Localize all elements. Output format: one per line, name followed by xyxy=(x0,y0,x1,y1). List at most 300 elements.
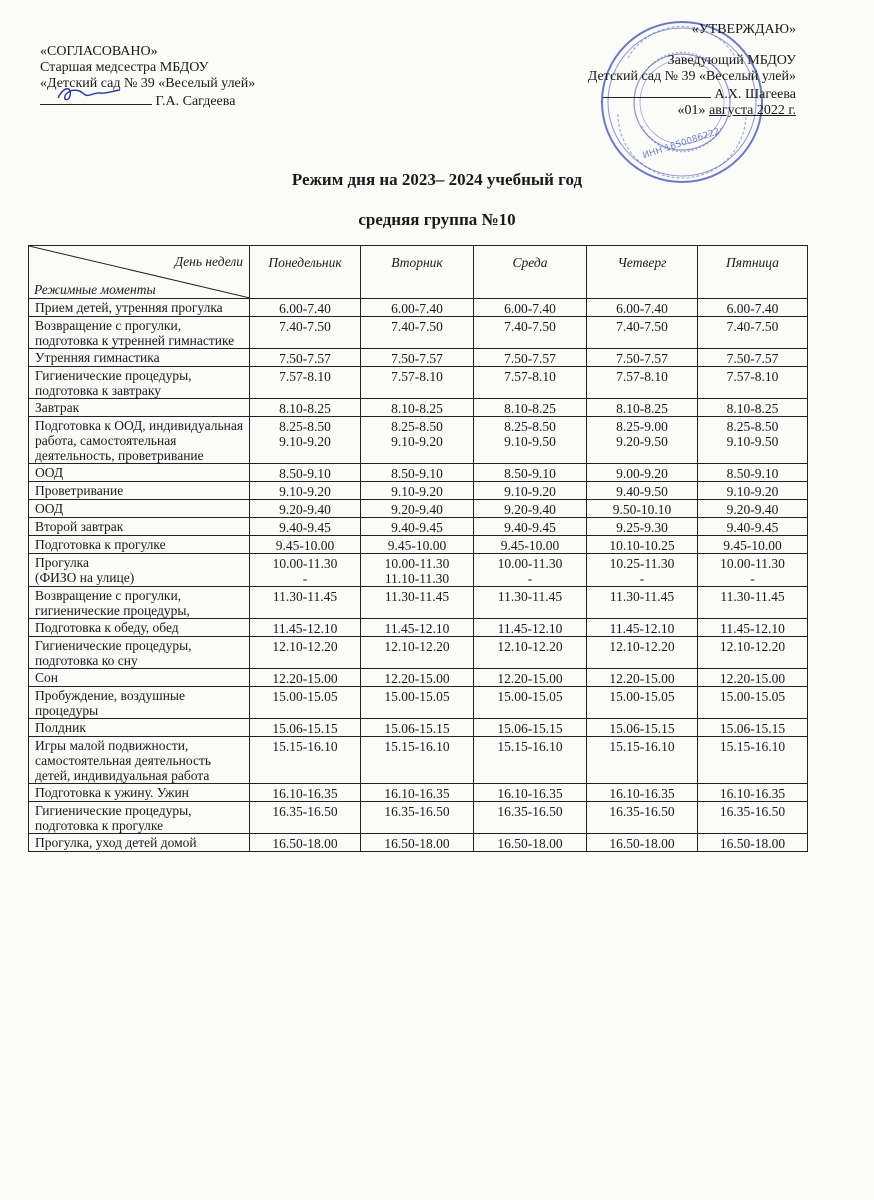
time-range: 10.00-11.30 xyxy=(497,556,563,571)
time-cell xyxy=(361,637,474,669)
time-range: 9.40-9.45 xyxy=(726,520,779,535)
time-range: 7.57-8.10 xyxy=(616,369,668,384)
time-range: 8.10-8.25 xyxy=(391,401,443,416)
time-range: 9.25-9.30 xyxy=(616,520,668,535)
table-row xyxy=(29,399,808,417)
regime-moment-label: Полдник xyxy=(35,720,86,735)
regime-moment-cell xyxy=(29,482,250,500)
time-cell xyxy=(587,399,698,417)
approved-block xyxy=(588,22,796,119)
time-cell xyxy=(698,399,808,417)
time-cell xyxy=(361,834,474,852)
table-row xyxy=(29,687,808,719)
time-range: 8.25-8.50 xyxy=(504,419,556,434)
time-range: 12.10-12.20 xyxy=(272,639,338,654)
table-row xyxy=(29,784,808,802)
stamp-inn: ИНН 1650086222 xyxy=(641,126,722,162)
table-row xyxy=(29,367,808,399)
time-cell xyxy=(698,299,808,317)
time-cell xyxy=(361,500,474,518)
time-cell xyxy=(587,802,698,834)
day-header-wednesday: Среда xyxy=(474,246,587,299)
time-cell xyxy=(361,784,474,802)
regime-moment-cell xyxy=(29,619,250,637)
time-range: 7.40-7.50 xyxy=(616,319,668,334)
table-row xyxy=(29,500,808,518)
time-cell xyxy=(250,317,361,349)
regime-moment-label: Возвращение с прогулки, подготовка к утренней гимнастике xyxy=(35,318,235,348)
time-cell xyxy=(361,587,474,619)
time-cell xyxy=(698,587,808,619)
time-cell xyxy=(250,299,361,317)
time-range: 7.40-7.50 xyxy=(504,319,556,334)
time-cell xyxy=(361,317,474,349)
regime-moment-cell xyxy=(29,834,250,852)
corner-day-label: День недели xyxy=(174,254,243,269)
time-cell xyxy=(474,536,587,554)
time-range: 9.45-10.00 xyxy=(387,538,447,553)
time-range-secondary: 9.10-9.50 xyxy=(726,434,779,449)
time-cell xyxy=(698,500,808,518)
time-cell xyxy=(250,687,361,719)
regime-moment-label: Пробуждение, воздушные процедуры xyxy=(35,688,185,718)
time-cell xyxy=(361,367,474,399)
time-range-secondary: - xyxy=(750,571,755,586)
time-range: 12.20-15.00 xyxy=(384,671,450,686)
approved-position: Заведующий МБДОУ xyxy=(667,53,796,68)
time-range: 6.00-7.40 xyxy=(391,301,443,316)
time-range-secondary: 11.10-11.30 xyxy=(384,571,450,586)
time-range: 16.35-16.50 xyxy=(384,804,450,819)
time-cell xyxy=(698,687,808,719)
regime-moment-label: Проветривание xyxy=(35,483,124,498)
time-range: 16.35-16.50 xyxy=(272,804,338,819)
time-cell xyxy=(474,500,587,518)
time-range: 15.06-15.15 xyxy=(609,721,675,736)
time-cell xyxy=(361,464,474,482)
corner-regime-label: Режимные моменты xyxy=(34,282,156,297)
time-range: 15.06-15.15 xyxy=(719,721,786,736)
regime-moment-cell xyxy=(29,367,250,399)
time-cell xyxy=(474,554,587,587)
time-cell xyxy=(587,719,698,737)
time-range: 7.57-8.10 xyxy=(504,369,556,384)
table-row xyxy=(29,587,808,619)
time-range: 16.35-16.50 xyxy=(719,804,786,819)
approved-org: Детский сад № 39 «Веселый улей» xyxy=(587,69,796,84)
time-range: 9.45-10.00 xyxy=(275,538,335,553)
time-cell xyxy=(587,637,698,669)
time-cell xyxy=(361,719,474,737)
time-cell xyxy=(698,834,808,852)
time-range: 7.50-7.57 xyxy=(391,351,443,366)
time-cell xyxy=(361,518,474,536)
time-range: 16.10-16.35 xyxy=(272,786,338,801)
time-cell xyxy=(698,784,808,802)
regime-moment-label: Гигиенические процедуры, подготовка к завтраку xyxy=(35,368,192,398)
time-range: 9.10-9.20 xyxy=(279,484,331,499)
time-range: 9.10-9.20 xyxy=(504,484,556,499)
regime-moment-label: ООД xyxy=(35,501,64,516)
regime-moment-label: Игры малой подвижности, самостоятельная деятельность детей, индивидуальная работа xyxy=(35,738,211,783)
time-cell xyxy=(361,802,474,834)
time-cell xyxy=(250,784,361,802)
time-cell xyxy=(474,518,587,536)
time-range: 15.15-16.10 xyxy=(609,739,675,754)
time-range: 6.00-7.40 xyxy=(616,301,668,316)
time-cell xyxy=(250,637,361,669)
time-range: 10.10-10.25 xyxy=(609,538,675,553)
time-range: 8.25-8.50 xyxy=(391,419,443,434)
time-range: 9.40-9.45 xyxy=(391,520,443,535)
regime-moment-cell xyxy=(29,802,250,834)
time-range: 9.40-9.45 xyxy=(279,520,331,535)
time-cell xyxy=(587,737,698,784)
time-range: 11.45-12.10 xyxy=(272,621,338,636)
table-row xyxy=(29,317,808,349)
time-cell xyxy=(250,587,361,619)
regime-moment-cell xyxy=(29,399,250,417)
time-cell xyxy=(250,669,361,687)
time-cell xyxy=(698,637,808,669)
time-cell xyxy=(587,367,698,399)
time-range: 15.06-15.15 xyxy=(272,721,338,736)
time-cell xyxy=(250,737,361,784)
table-row xyxy=(29,464,808,482)
time-range: 11.45-12.10 xyxy=(609,621,675,636)
time-range: 7.50-7.57 xyxy=(726,351,779,366)
time-range: 16.10-16.35 xyxy=(384,786,450,801)
time-cell xyxy=(250,536,361,554)
time-range: 7.50-7.57 xyxy=(504,351,556,366)
time-range: 6.00-7.40 xyxy=(504,301,556,316)
time-cell xyxy=(361,687,474,719)
time-range: 15.15-16.10 xyxy=(272,739,338,754)
time-cell xyxy=(587,417,698,464)
time-cell xyxy=(250,367,361,399)
time-range: 12.20-15.00 xyxy=(719,671,786,686)
time-cell xyxy=(587,482,698,500)
time-range: 8.25-8.50 xyxy=(726,419,779,434)
table-row xyxy=(29,554,808,587)
regime-moment-label: ООД xyxy=(35,465,64,480)
time-range: 8.50-9.10 xyxy=(279,466,331,481)
time-range: 15.00-15.05 xyxy=(719,689,786,704)
time-cell xyxy=(474,482,587,500)
time-cell xyxy=(361,619,474,637)
time-cell xyxy=(587,687,698,719)
time-cell xyxy=(250,719,361,737)
time-cell xyxy=(474,587,587,619)
time-range-secondary: 9.10-9.20 xyxy=(391,434,443,449)
time-cell xyxy=(361,554,474,587)
time-range: 8.25-9.00 xyxy=(616,419,668,434)
time-cell xyxy=(474,349,587,367)
table-row xyxy=(29,802,808,834)
time-cell xyxy=(587,784,698,802)
time-range: 11.45-12.10 xyxy=(720,621,785,636)
time-cell xyxy=(698,669,808,687)
regime-moment-cell xyxy=(29,349,250,367)
time-cell xyxy=(587,518,698,536)
time-range: 15.00-15.05 xyxy=(497,689,563,704)
time-range: 15.06-15.15 xyxy=(384,721,450,736)
regime-moment-label: Возвращение с прогулки, гигиенические процедуры, xyxy=(35,588,190,618)
time-range: 16.10-16.35 xyxy=(497,786,563,801)
time-cell xyxy=(474,619,587,637)
time-cell xyxy=(698,536,808,554)
time-cell xyxy=(698,317,808,349)
schedule-table xyxy=(28,245,808,852)
agreed-position: Старшая медсестра МБДОУ xyxy=(40,60,209,75)
time-range: 16.50-18.00 xyxy=(384,836,450,851)
regime-moment-cell xyxy=(29,299,250,317)
regime-moment-label: Гигиенические процедуры, подготовка ко сну xyxy=(35,638,192,668)
time-cell xyxy=(587,536,698,554)
time-cell xyxy=(587,500,698,518)
time-range: 8.50-9.10 xyxy=(391,466,443,481)
time-cell xyxy=(474,299,587,317)
approved-date-rest: августа 2022 г. xyxy=(709,103,796,118)
approved-heading: «УТВЕРЖДАЮ» xyxy=(691,22,796,37)
time-cell xyxy=(587,834,698,852)
time-range: 12.10-12.20 xyxy=(384,639,450,654)
time-cell xyxy=(474,399,587,417)
table-row xyxy=(29,719,808,737)
time-cell xyxy=(250,417,361,464)
time-cell xyxy=(587,619,698,637)
regime-moment-cell xyxy=(29,317,250,349)
time-cell xyxy=(587,299,698,317)
time-range: 15.15-16.10 xyxy=(497,739,563,754)
regime-moment-label: Второй завтрак xyxy=(35,519,124,534)
approved-date-day: «01» xyxy=(677,103,706,118)
time-range-secondary: 9.20-9.50 xyxy=(616,434,668,449)
regime-moment-cell xyxy=(29,637,250,669)
time-cell xyxy=(250,554,361,587)
time-range: 9.20-9.40 xyxy=(726,502,779,517)
time-cell xyxy=(698,737,808,784)
regime-moment-label: Подготовка к ужину. Ужин xyxy=(35,785,189,800)
table-row xyxy=(29,349,808,367)
time-cell xyxy=(698,719,808,737)
time-range: 11.30-11.45 xyxy=(272,589,338,604)
regime-moment-cell xyxy=(29,500,250,518)
table-row xyxy=(29,299,808,317)
regime-moment-cell xyxy=(29,687,250,719)
time-cell xyxy=(474,784,587,802)
regime-moment-label: Завтрак xyxy=(35,400,80,415)
time-cell xyxy=(698,367,808,399)
regime-moment-label: Подготовка к прогулке xyxy=(35,537,166,552)
time-cell xyxy=(361,536,474,554)
time-cell xyxy=(587,669,698,687)
time-cell xyxy=(474,802,587,834)
regime-moment-cell xyxy=(29,518,250,536)
regime-moment-cell xyxy=(29,669,250,687)
time-range: 7.40-7.50 xyxy=(391,319,443,334)
time-cell xyxy=(587,317,698,349)
time-range: 7.50-7.57 xyxy=(616,351,668,366)
time-cell xyxy=(474,464,587,482)
time-range-secondary: - xyxy=(527,571,533,586)
table-row xyxy=(29,669,808,687)
time-range: 9.10-9.20 xyxy=(726,484,779,499)
regime-moment-cell xyxy=(29,417,250,464)
table-row xyxy=(29,518,808,536)
time-range: 15.15-16.10 xyxy=(384,739,450,754)
agreed-name: Г.А. Сагдеева xyxy=(155,94,236,109)
time-cell xyxy=(250,834,361,852)
time-range: 8.10-8.25 xyxy=(726,401,779,416)
time-cell xyxy=(361,482,474,500)
time-cell xyxy=(250,518,361,536)
time-range-secondary: 9.10-9.20 xyxy=(279,434,331,449)
time-range: 12.10-12.20 xyxy=(719,639,786,654)
regime-moment-label: Подготовка к обеду, обед xyxy=(35,620,179,635)
time-cell xyxy=(474,719,587,737)
day-header-thursday: Четверг xyxy=(587,246,698,299)
time-range: 9.45-10.00 xyxy=(500,538,560,553)
time-cell xyxy=(698,619,808,637)
time-cell xyxy=(698,482,808,500)
regime-moment-cell xyxy=(29,536,250,554)
time-range: 9.10-9.20 xyxy=(391,484,443,499)
time-cell xyxy=(474,417,587,464)
time-range: 9.45-10.00 xyxy=(723,538,782,553)
time-range: 16.35-16.50 xyxy=(609,804,675,819)
time-range: 11.30-11.45 xyxy=(609,589,675,604)
table-row xyxy=(29,619,808,637)
time-range: 16.10-16.35 xyxy=(609,786,675,801)
time-range: 9.20-9.40 xyxy=(279,502,331,517)
time-cell xyxy=(361,349,474,367)
time-cell xyxy=(361,417,474,464)
time-range: 9.20-9.40 xyxy=(391,502,443,517)
time-range: 10.25-11.30 xyxy=(609,556,675,571)
time-range: 15.00-15.05 xyxy=(384,689,450,704)
time-range: 8.10-8.25 xyxy=(279,401,331,416)
time-range: 6.00-7.40 xyxy=(279,301,331,316)
agreed-heading: «СОГЛАСОВАНО» xyxy=(40,44,158,59)
time-range: 9.00-9.20 xyxy=(616,466,668,481)
regime-moment-cell xyxy=(29,587,250,619)
time-cell xyxy=(361,399,474,417)
regime-moment-label: Подготовка к ООД, индивидуальная работа, самостоятельная деятельность, проветривание xyxy=(35,418,244,463)
time-cell xyxy=(698,349,808,367)
agreed-block xyxy=(40,44,255,110)
regime-moment-cell xyxy=(29,554,250,587)
time-range: 16.50-18.00 xyxy=(609,836,675,851)
time-cell xyxy=(361,737,474,784)
time-cell xyxy=(250,500,361,518)
regime-moment-label: Сон xyxy=(35,670,58,685)
time-range: 7.57-8.10 xyxy=(726,369,779,384)
time-range: 6.00-7.40 xyxy=(726,301,779,316)
time-range: 8.10-8.25 xyxy=(616,401,668,416)
time-cell xyxy=(250,619,361,637)
time-cell xyxy=(474,834,587,852)
time-range: 10.00-11.30 xyxy=(720,556,785,571)
regime-moment-cell xyxy=(29,464,250,482)
time-range: 9.40-9.45 xyxy=(504,520,556,535)
agreed-org: «Детский сад № 39 «Веселый улей» xyxy=(40,76,256,91)
time-cell xyxy=(474,317,587,349)
regime-moment-sublabel: (ФИЗО на улице) xyxy=(35,570,135,585)
table-row xyxy=(29,536,808,554)
approved-signature-line xyxy=(603,85,711,98)
page-subtitle: средняя группа №10 xyxy=(358,210,516,229)
time-range-secondary: - xyxy=(639,571,645,586)
time-range: 7.40-7.50 xyxy=(279,319,331,334)
page-title: Режим дня на 2023– 2024 учебный год xyxy=(291,170,583,189)
time-range: 16.50-18.00 xyxy=(719,836,786,851)
approved-signature-row xyxy=(588,85,796,103)
time-range: 16.50-18.00 xyxy=(272,836,338,851)
time-cell xyxy=(250,399,361,417)
time-range: 10.00-11.30 xyxy=(272,556,338,571)
time-cell xyxy=(474,737,587,784)
table-header-row xyxy=(29,246,808,299)
time-cell xyxy=(361,669,474,687)
time-cell xyxy=(250,802,361,834)
time-cell xyxy=(698,417,808,464)
time-range: 15.06-15.15 xyxy=(497,721,563,736)
agreed-signature-line xyxy=(40,92,152,105)
time-range: 9.50-10.10 xyxy=(612,502,672,517)
time-range: 7.57-8.10 xyxy=(279,369,331,384)
day-header-tuesday: Вторник xyxy=(361,246,474,299)
time-cell xyxy=(250,482,361,500)
time-cell xyxy=(474,367,587,399)
time-cell xyxy=(250,464,361,482)
time-range: 16.50-18.00 xyxy=(497,836,563,851)
time-cell xyxy=(361,299,474,317)
regime-moment-label: Гигиенические процедуры, подготовка к прогулке xyxy=(35,803,192,833)
time-range: 7.40-7.50 xyxy=(726,319,779,334)
time-range: 11.45-12.10 xyxy=(497,621,563,636)
approved-name: А.Х. Шагеева xyxy=(714,87,796,102)
time-cell xyxy=(698,802,808,834)
time-range: 15.00-15.05 xyxy=(609,689,675,704)
time-range: 8.50-9.10 xyxy=(726,466,779,481)
agreed-signature xyxy=(54,82,124,104)
time-cell xyxy=(474,669,587,687)
time-range: 12.20-15.00 xyxy=(497,671,563,686)
time-cell xyxy=(587,464,698,482)
time-range: 15.00-15.05 xyxy=(272,689,338,704)
time-range: 8.50-9.10 xyxy=(504,466,556,481)
time-cell xyxy=(587,587,698,619)
time-range-secondary: - xyxy=(302,571,308,586)
time-range: 8.25-8.50 xyxy=(279,419,331,434)
regime-moment-cell xyxy=(29,737,250,784)
table-row xyxy=(29,637,808,669)
time-range: 11.30-11.45 xyxy=(497,589,563,604)
time-range: 11.30-11.45 xyxy=(720,589,785,604)
table-row xyxy=(29,482,808,500)
day-header-friday: Пятница xyxy=(698,246,808,299)
table-corner-cell xyxy=(29,246,250,299)
time-range: 12.10-12.20 xyxy=(609,639,675,654)
regime-moment-label: Прием детей, утренняя прогулка xyxy=(35,300,223,315)
time-cell xyxy=(587,349,698,367)
time-cell xyxy=(250,349,361,367)
time-range: 8.10-8.25 xyxy=(504,401,556,416)
time-range: 16.10-16.35 xyxy=(719,786,786,801)
time-cell xyxy=(698,518,808,536)
time-range: 15.15-16.10 xyxy=(719,739,786,754)
